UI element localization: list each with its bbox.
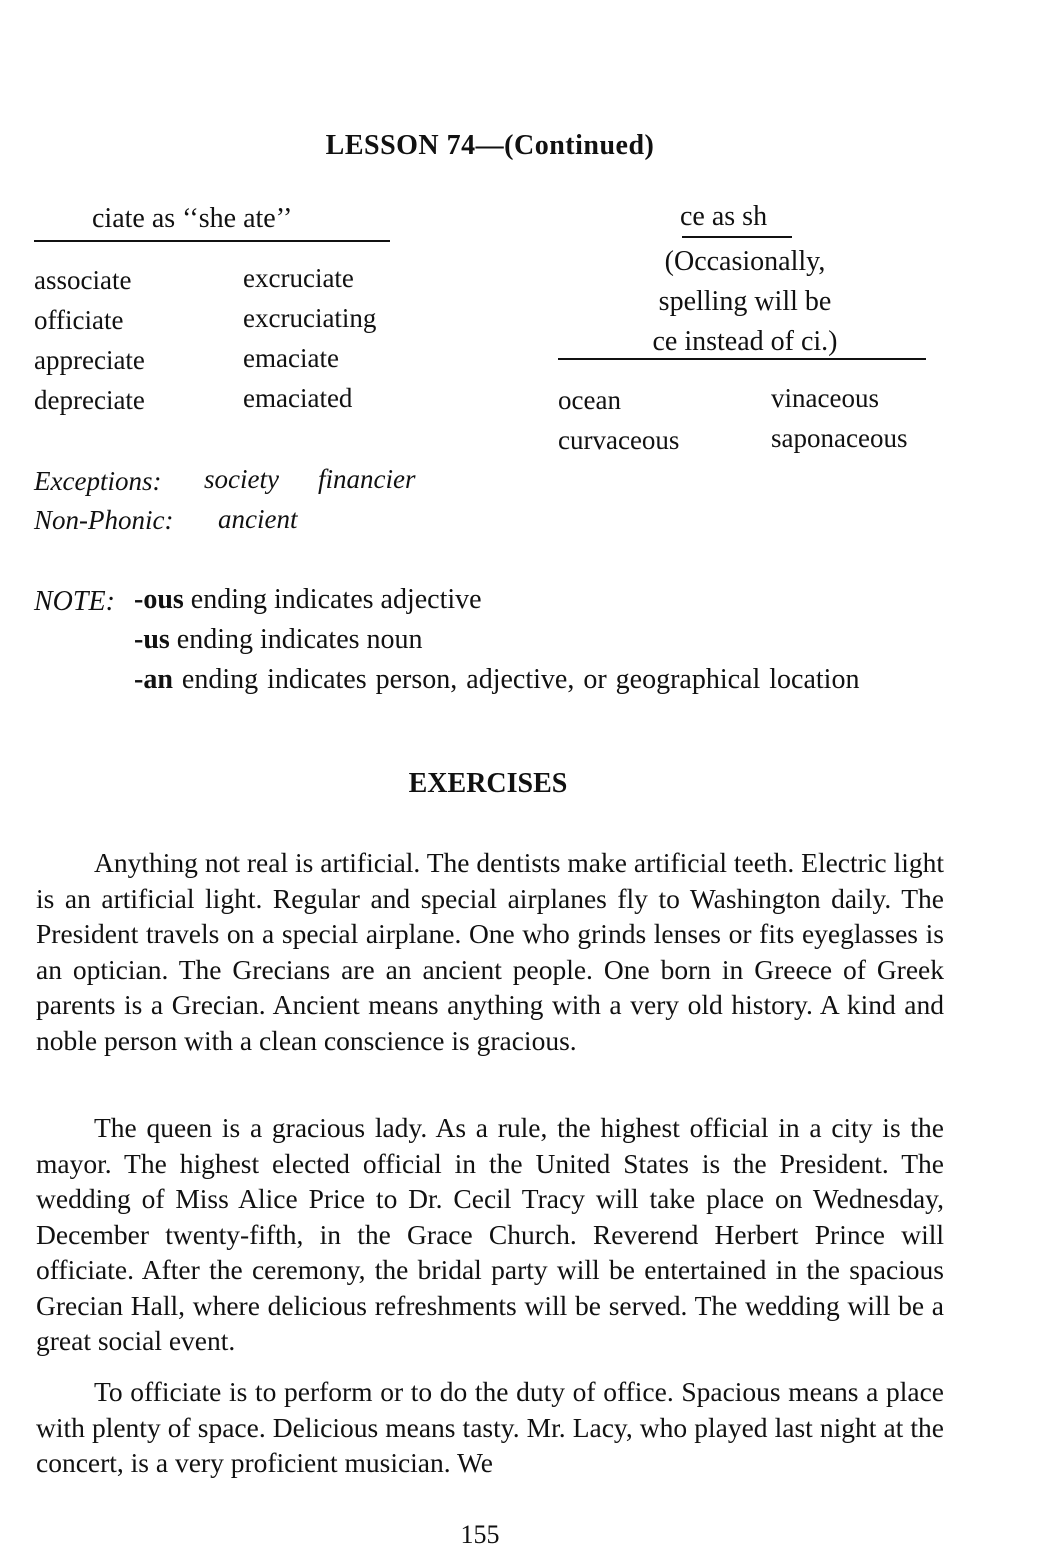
exercise-paragraph-3: To officiate is to perform or to do the duty of office. Spacious means a place with plenty of space. Delicious means tasty. Mr. Lacy, who played last night at the concert, is a very proficient musician. We — [36, 1376, 944, 1478]
left-header-rule — [34, 240, 390, 242]
word: ocean — [558, 385, 621, 415]
nonphonic-label: Non-Phonic: — [34, 505, 174, 535]
word: emaciated — [243, 383, 353, 413]
left-column-header — [92, 203, 292, 235]
note-label: NOTE: — [34, 586, 115, 617]
exception-word: financier — [318, 464, 416, 494]
word: curvaceous — [558, 425, 680, 455]
right-word-list-1 — [558, 380, 679, 460]
left-header-quote: ‘‘she ate’’ — [182, 203, 293, 234]
word: associate — [34, 265, 132, 295]
note-item — [134, 660, 954, 700]
exceptions-label: Exceptions: — [34, 466, 162, 496]
left-header-text: ciate as — [92, 203, 183, 234]
right-note-rule — [558, 358, 926, 360]
word: saponaceous — [771, 423, 908, 453]
note-text: ending indicates noun — [169, 624, 423, 655]
page-number: 155 — [460, 1520, 500, 1549]
right-column-note — [560, 242, 930, 362]
word: emaciate — [243, 343, 339, 373]
word: vinaceous — [771, 383, 879, 413]
exercise-paragraph-1: Anything not real is artificial. The dentists make artificial teeth. Electric light is an artificial light. Regular and special airplanes fly to Washington daily. The President travels on a special airplane. One who grinds lenses or fits eyeglasses is an optician. The Grecians are an ancient people. One born in Greece of Greek parents is a Grecian. Ancient means anything with a very old history. A kind and noble person with a clean conscience is gracious. — [36, 847, 944, 1056]
note-text: ending indicates person, adjective, or geographical location — [172, 664, 860, 695]
exception-word: society — [204, 464, 279, 494]
note-line: ce instead of ci.) — [652, 326, 838, 357]
word: excruciate — [243, 263, 354, 293]
right-word-list-2 — [771, 378, 907, 458]
word: excruciating — [243, 303, 377, 333]
left-word-list-1 — [34, 260, 145, 420]
note-suffix: -us — [134, 624, 170, 655]
note-list — [134, 580, 954, 700]
page-title: LESSON 74—(Continued) — [325, 130, 655, 161]
right-header-rule — [682, 236, 792, 238]
note-suffix: -ous — [134, 584, 184, 615]
note-item — [134, 620, 954, 660]
exercises-title: EXERCISES — [408, 768, 568, 799]
word: officiate — [34, 305, 124, 335]
word: depreciate — [34, 385, 145, 415]
note-item — [134, 580, 954, 620]
word: appreciate — [34, 345, 145, 375]
right-column-header: ce as sh — [680, 201, 768, 232]
nonphonic-word: ancient — [218, 504, 298, 534]
left-word-list-2 — [243, 258, 376, 418]
note-text: ending indicates adjective — [183, 584, 482, 615]
note-line: (Occasionally, — [664, 246, 826, 277]
note-suffix: -an — [134, 664, 173, 695]
exercise-paragraph-2: The queen is a gracious lady. As a rule, the highest official in a city is the mayor. The highest elected official in the United States is the President. The wedding of Miss Alice Price to Dr. Cecil Tracy will take place on Wednesday, December twenty-fifth, in the Grace Church. Reverend Herbert Prince will officiate. After the ceremony, the bridal party will be entertained in the spacious Grecian Hall, where delicious refreshments will be served. The wedding will be a great social event. — [36, 1112, 944, 1356]
note-line: spelling will be — [658, 286, 832, 317]
